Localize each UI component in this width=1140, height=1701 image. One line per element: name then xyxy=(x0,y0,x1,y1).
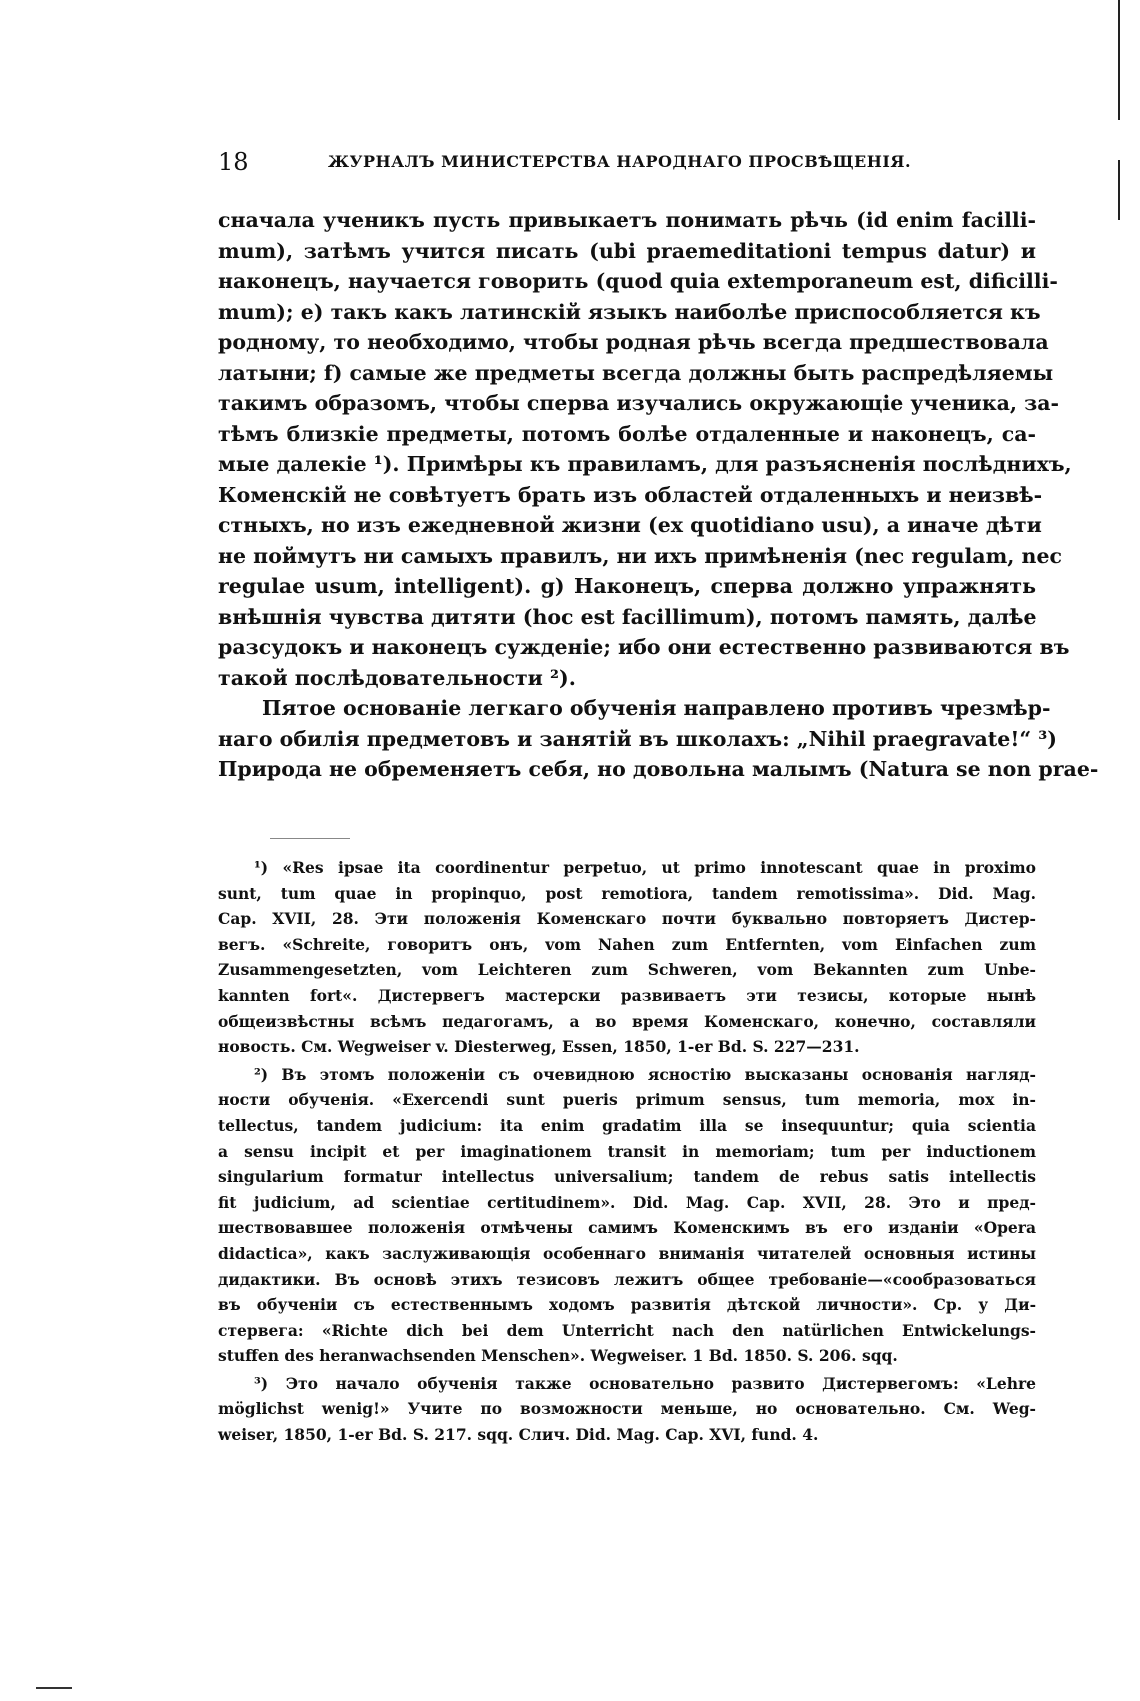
body-line: regulae usum, intelligent). g) Наконецъ, сперва должно упражнять xyxy=(218,574,1036,598)
footnote-line: a sensu incipit et per imaginationem transit in memoriam; tum per inductionem xyxy=(218,1141,1036,1161)
footnote-line: stuffen des heranwachsenden Menschen». Wegweiser. 1 Bd. 1850. S. 206. sqq. xyxy=(218,1346,898,1366)
body-line: родному, то необходимо, чтобы родная рѣчь всегда предшествовала xyxy=(218,330,1049,354)
body-line: такой послѣдовательности ²). xyxy=(218,665,576,690)
footnote-divider xyxy=(270,838,350,839)
footnote-line: tellectus, tandem judicium: ita enim gradatim illa se insequuntur; quia scientia xyxy=(218,1115,1036,1135)
footnote-line: въ обученіи съ естественнымъ ходомъ развитія дѣтской личности». Ср. у Ди- xyxy=(218,1295,1036,1315)
footnote-line: weiser, 1850, 1-er Bd. S. 217. sqq. Слич. Did. Mag. Cap. XVI, fund. 4. xyxy=(218,1425,819,1445)
footnote-3 xyxy=(218,1371,1036,1448)
footnote-line: didactica», какъ заслуживающія особеннаго вниманія читателей основныя истины xyxy=(218,1243,1036,1263)
body-line: внѣшнія чувства дитяти (hoc est facillimum), потомъ память, далѣе xyxy=(218,604,1037,629)
footnote-1 xyxy=(218,855,1036,1060)
body-line: разсудокъ и наконецъ сужденіе; ибо они естественно развиваются въ xyxy=(218,635,1070,659)
footnote-line: новость. См. Wegweiser v. Diesterweg, Essen, 1850, 1-er Bd. S. 227—231. xyxy=(218,1037,860,1057)
footnote-line: ности обученія. «Exercendi sunt pueris primum sensus, tum memoria, mox in- xyxy=(218,1090,1036,1110)
body-line: такимъ образомъ, чтобы сперва изучались окружающіе ученика, за- xyxy=(218,391,1060,415)
footnote-line: вегъ. «Schreite, говоритъ онъ, vom Nahen zum Entfernten, vom Einfachen zum xyxy=(218,934,1036,954)
page-header xyxy=(218,148,918,180)
body-line: тѣмъ близкіе предметы, потомъ болѣе отдаленные и наконецъ, са- xyxy=(218,421,1036,446)
body-line: сначала ученикъ пусть привыкаетъ понимать рѣчь (id enim facilli- xyxy=(218,208,1036,232)
footnote-2 xyxy=(218,1062,1036,1369)
footnote-line: Cap. XVII, 28. Эти положенія Коменскаго почти буквально повторяетъ Дистер- xyxy=(218,909,1036,929)
footnote-line: ³) Это начало обученія также основательно развито Дистервегомъ: «Lehre xyxy=(254,1373,1036,1393)
body-line: не поймутъ ни самыхъ правилъ, ни ихъ примѣненія (nec regulam, nec xyxy=(218,543,1062,568)
footnote-line: fit judicium, ad scientiae certitudinem». Did. Mag. Cap. XVII, 28. Это и пред- xyxy=(218,1192,1036,1212)
footnote-line: общеизвѣстны всѣмъ педагогамъ, а во время Коменскаго, конечно, составляли xyxy=(218,1011,1036,1031)
body-line: мые далекіе ¹). Примѣры къ правиламъ, для разъясненія послѣднихъ, xyxy=(218,452,1072,476)
body-text xyxy=(218,205,1099,785)
footnote-line: sunt, tum quae in propinquo, post remotiora, tandem remotissima». Did. Mag. xyxy=(218,883,1036,903)
body-line: Коменскій не совѣтуетъ брать изъ областей отдаленныхъ и неизвѣ- xyxy=(218,482,1043,507)
footnote-line: singularium formatur intellectus universalium; tandem de rebus satis intellectis xyxy=(218,1167,1036,1187)
body-line: наконецъ, научается говорить (quod quia extemporaneum est, dificilli- xyxy=(218,269,1058,293)
page-edge-line xyxy=(1118,160,1120,220)
page-edge-line xyxy=(1118,0,1120,120)
footnote-line: kannten fort«. Дистервегъ мастерски развиваетъ эти тезисы, которые нынѣ xyxy=(218,985,1036,1005)
footnote-line: ²) Въ этомъ положеніи съ очевидною ясностію высказаны основанія нагляд- xyxy=(254,1064,1036,1084)
footnote-line: шествовавшее положенія отмѣчены самимъ Коменскимъ въ его изданіи «Opera xyxy=(218,1218,1036,1238)
footnotes xyxy=(218,855,1036,1448)
body-line: mum); e) такъ какъ латинскій языкъ наиболѣе приспособляется къ xyxy=(218,299,1041,324)
body-line: mum), затѣмъ учится писать (ubi praemeditationi tempus datur) и xyxy=(218,238,1036,263)
footnote-line: стервега: «Richte dich bei dem Unterricht nach den natürlichen Entwickelungs- xyxy=(218,1320,1036,1340)
body-line: латыни; f) самые же предметы всегда должны быть распредѣляемы xyxy=(218,360,1054,385)
footnote-line: дидактики. Въ основѣ этихъ тезисовъ лежитъ общее требованіе—«сообразоваться xyxy=(218,1269,1036,1289)
page-number: 18 xyxy=(218,148,249,176)
body-line: наго обилія предметовъ и занятій въ школахъ: „Nihil praegravate!“ ³) xyxy=(218,726,1057,751)
body-line: Пятое основаніе легкаго обученія направлено противъ чрезмѣр- xyxy=(262,696,1051,720)
body-line: стныхъ, но изъ ежедневной жизни (ex quotidiano usu), а иначе дѣти xyxy=(218,513,1042,537)
footnote-line: ¹) «Res ipsae ita coordinentur perpetuo, ut primo innotescant quae in proximo xyxy=(254,858,1036,877)
running-head: ЖУРНАЛЪ МИНИСТЕРСТВА НАРОДНАГО ПРОСВѢЩЕНІЯ. xyxy=(328,152,912,171)
body-line: Природа не обременяетъ себя, но довольна малымъ (Natura se non prae- xyxy=(218,757,1099,781)
page-edge-mark xyxy=(36,1687,72,1689)
footnote-line: Zusammengesetzten, vom Leichteren zum Schweren, vom Bekannten zum Unbe- xyxy=(218,960,1036,980)
footnote-line: möglichst wenig!» Учите по возможности меньше, но основательно. См. Weg- xyxy=(218,1399,1036,1419)
